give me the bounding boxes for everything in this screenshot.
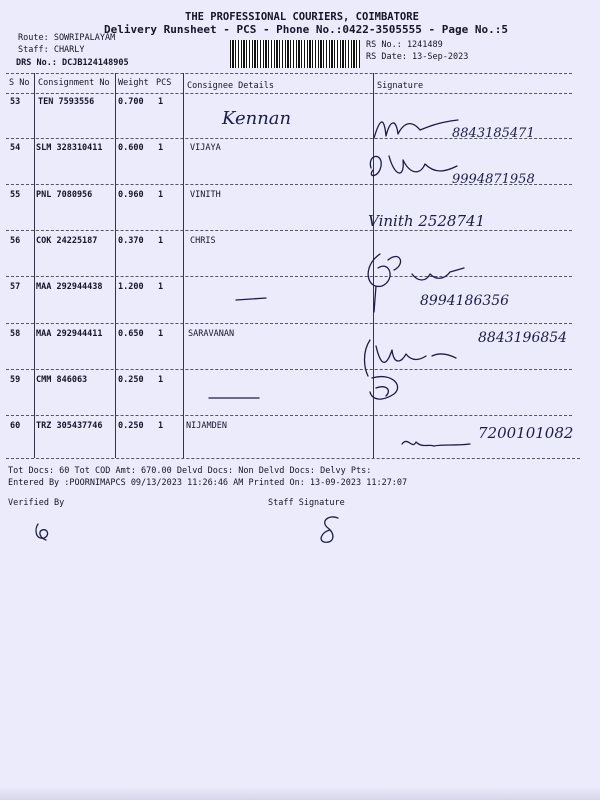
col-header-signature: Signature [377, 81, 424, 91]
col-header-consignment: Consignment No [38, 78, 110, 88]
row-consignee: CHRIS [190, 236, 216, 246]
row-consignee: NIJAMDEN [186, 421, 227, 431]
row-sno: 54 [10, 143, 21, 153]
verified-signature-mark [30, 520, 56, 544]
route-label: Route: SOWRIPALAYAM [18, 33, 116, 43]
row-consignee: VINITH [190, 190, 221, 200]
photo-edge-shadow [0, 786, 600, 800]
col-divider [183, 73, 184, 458]
row-consignment: COK 24225187 [36, 236, 98, 246]
drs-number: DRS No.: DCJB124148905 [16, 58, 129, 68]
runsheet-title: Delivery Runsheet - PCS - Phone No.:0422-3505555 - Page No.:5 [104, 23, 508, 36]
signature-mark [232, 292, 272, 306]
staff-signature-label: Staff Signature [268, 498, 345, 508]
row-consignment: MAA 292944411 [36, 329, 103, 339]
col-header-pcs: PCS [156, 78, 172, 88]
row-weight: 0.600 [118, 143, 144, 153]
handwritten-phone: 8994186356 [420, 293, 510, 309]
row-weight: 0.250 [118, 375, 144, 385]
row-consignment: CMM 846063 [36, 375, 88, 385]
handwritten-phone: 8843185471 [452, 126, 535, 141]
row-consignee: SARAVANAN [188, 329, 235, 339]
row-weight: 0.960 [118, 190, 144, 200]
signature-mark [365, 148, 485, 186]
signature-mark [370, 108, 465, 148]
col-header-consignee: Consignee Details [187, 81, 274, 91]
rs-number: RS No.: 1241489 [366, 40, 443, 50]
row-rule [6, 323, 572, 324]
handwritten-phone: 8843196854 [478, 330, 568, 346]
signature-mark [205, 390, 265, 404]
row-weight: 1.200 [118, 282, 144, 292]
row-rule [6, 369, 572, 370]
row-pcs: 1 [158, 375, 164, 385]
row-pcs: 1 [158, 190, 164, 200]
row-consignment: MAA 292944438 [36, 282, 103, 292]
signature-mark [352, 332, 482, 412]
handwritten-name-phone: Vinith 2528741 [368, 212, 486, 230]
row-pcs: 1 [158, 282, 164, 292]
row-sno: 55 [10, 190, 21, 200]
col-header-weight: Weight [118, 78, 149, 88]
table-top-rule [6, 73, 572, 74]
row-sno: 53 [10, 97, 21, 107]
row-sno: 59 [10, 375, 21, 385]
row-pcs: 1 [158, 97, 164, 107]
row-consignee: VIJAYA [190, 143, 221, 153]
table-bottom-rule [6, 458, 580, 459]
rs-date: RS Date: 13-Sep-2023 [366, 52, 469, 62]
row-consignment: TEN 7593556 [38, 97, 95, 107]
row-consignment: TRZ 305437746 [36, 421, 103, 431]
row-rule [6, 230, 572, 231]
row-weight: 0.650 [118, 329, 144, 339]
col-divider [34, 73, 35, 458]
row-pcs: 1 [158, 143, 164, 153]
row-weight: 0.250 [118, 421, 144, 431]
totals-line: Tot Docs: 60 Tot COD Amt: 670.00 Delvd Docs: Non Delvd Docs: Delvy Pts: [8, 466, 372, 476]
row-consignment: SLM 328310411 [36, 143, 103, 153]
row-pcs: 1 [158, 421, 164, 431]
staff-label: Staff: CHARLY [18, 45, 85, 55]
row-sno: 56 [10, 236, 21, 246]
staff-signature-mark [314, 512, 350, 548]
company-title: THE PROFESSIONAL COURIERS, COIMBATORE [185, 11, 419, 23]
row-weight: 0.370 [118, 236, 144, 246]
verified-by-label: Verified By [8, 498, 65, 508]
row-sno: 58 [10, 329, 21, 339]
col-header-sno: S No [9, 78, 30, 88]
row-consignment: PNL 7080956 [36, 190, 93, 200]
col-divider [115, 73, 116, 458]
row-pcs: 1 [158, 236, 164, 246]
barcode [230, 40, 360, 68]
row-rule [6, 415, 572, 416]
row-weight: 0.700 [118, 97, 144, 107]
signature-mark [360, 246, 500, 316]
entered-by-line: Entered By :POORNIMAPCS 09/13/2023 11:26:46 AM Printed On: 13-09-2023 11:27:07 [8, 478, 408, 488]
signature-mark [398, 432, 478, 456]
table-header-rule [6, 93, 572, 94]
row-sno: 57 [10, 282, 21, 292]
handwritten-name: Kennan [222, 108, 292, 129]
row-sno: 60 [10, 421, 21, 431]
row-pcs: 1 [158, 329, 164, 339]
handwritten-phone: 9994871958 [452, 172, 535, 187]
handwritten-phone: 7200101082 [478, 424, 574, 442]
